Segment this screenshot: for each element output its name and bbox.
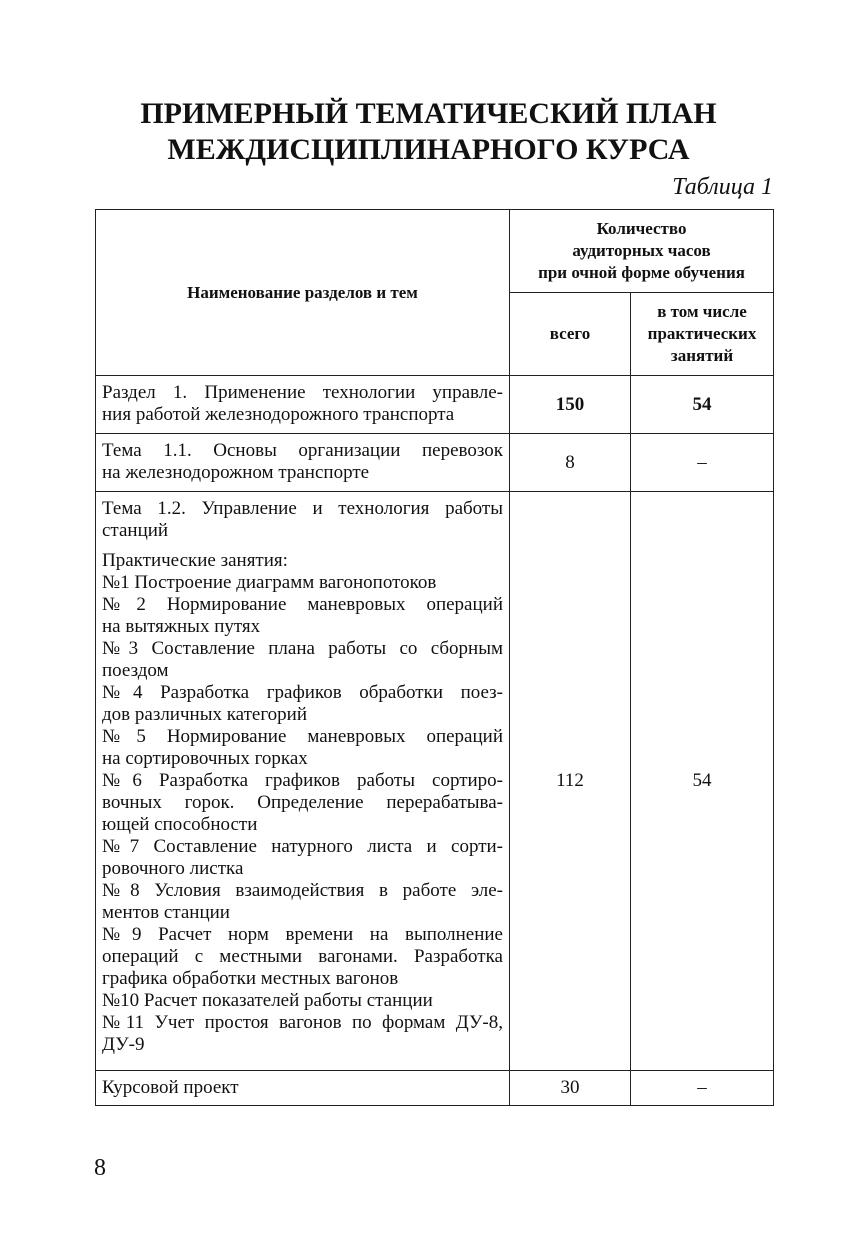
header-hours-line-2: аудиторных часов bbox=[572, 241, 711, 260]
practice-line: №2 Нормирование маневровых операций bbox=[102, 594, 503, 615]
row-name bbox=[96, 434, 510, 492]
practice-line: на сортировочных горках bbox=[102, 748, 308, 769]
header-practical-line-2: практических bbox=[647, 324, 757, 343]
row-total: 8 bbox=[510, 434, 631, 492]
practice-line: №7 Составление натурного листа и сорти- bbox=[102, 836, 503, 857]
row-name-line: станций bbox=[102, 520, 169, 541]
practice-line: №11 Учет простоя вагонов по формам ДУ-8, bbox=[102, 1012, 503, 1033]
table-row bbox=[96, 434, 774, 492]
practice-line: №1 Построение диаграмм вагонопотоков bbox=[102, 572, 437, 593]
row-name-line: Тема 1.2. Управление и технология работы bbox=[102, 498, 503, 519]
header-hours-line-3: при очной форме обучения bbox=[538, 263, 745, 282]
practice-line: поездом bbox=[102, 660, 169, 681]
table-caption: Таблица 1 bbox=[672, 174, 773, 200]
header-name: Наименование разделов и тем bbox=[96, 210, 510, 376]
practice-line: ровочного листка bbox=[102, 858, 244, 879]
row-name bbox=[96, 376, 510, 434]
row-name bbox=[96, 492, 510, 1071]
row-name-line: ния работой железнодорожного транспорта bbox=[102, 404, 455, 425]
row-total: 150 bbox=[510, 376, 631, 434]
practice-line: операций с местными вагонами. Разработка bbox=[102, 946, 503, 967]
practice-line: ющей способности bbox=[102, 814, 258, 835]
practice-line: ДУ-9 bbox=[102, 1034, 145, 1055]
header-row-1 bbox=[96, 210, 774, 293]
table-row bbox=[96, 376, 774, 434]
row-total: 112 bbox=[510, 492, 631, 1071]
header-total: всего bbox=[510, 293, 631, 376]
header-practical bbox=[631, 293, 774, 376]
table-row bbox=[96, 492, 774, 1071]
practice-list bbox=[102, 572, 503, 1056]
row-practical: 54 bbox=[631, 492, 774, 1071]
table-row bbox=[96, 1071, 774, 1106]
row-practical: – bbox=[631, 1071, 774, 1106]
page-title bbox=[0, 96, 857, 168]
row-name-line: на железнодорожном транспорте bbox=[102, 462, 370, 483]
practice-line: №5 Нормирование маневровых операций bbox=[102, 726, 503, 747]
thematic-plan-table bbox=[95, 209, 774, 1106]
practice-line: на вытяжных путях bbox=[102, 616, 261, 637]
practice-line: дов различных категорий bbox=[102, 704, 307, 725]
title-line-1: ПРИМЕРНЫЙ ТЕМАТИЧЕСКИЙ ПЛАН bbox=[140, 97, 717, 130]
row-name-line: Тема 1.1. Основы организации перевозок bbox=[102, 440, 503, 461]
row-name bbox=[96, 1071, 510, 1106]
page-number: 8 bbox=[94, 1155, 106, 1181]
title-line-2: МЕЖДИСЦИПЛИНАРНОГО КУРСА bbox=[167, 133, 690, 166]
practice-line: №4 Разработка графиков обработки поез- bbox=[102, 682, 503, 703]
practice-line: №10 Расчет показателей работы станции bbox=[102, 990, 433, 1011]
header-hours-line-1: Количество bbox=[596, 219, 687, 238]
practice-line: №6 Разработка графиков работы сортиро- bbox=[102, 770, 503, 791]
practice-line: ментов станции bbox=[102, 902, 230, 923]
practice-line: №3 Составление плана работы со сборным bbox=[102, 638, 503, 659]
row-practical: – bbox=[631, 434, 774, 492]
practice-heading: Практические занятия: bbox=[102, 550, 288, 571]
row-practical: 54 bbox=[631, 376, 774, 434]
row-total: 30 bbox=[510, 1071, 631, 1106]
header-practical-line-1: в том числе bbox=[657, 302, 747, 321]
practice-line: №9 Расчет норм времени на выполнение bbox=[102, 924, 503, 945]
header-hours-group bbox=[510, 210, 774, 293]
row-name-line: Раздел 1. Применение технологии управле- bbox=[102, 382, 503, 403]
practice-line: №8 Условия взаимодействия в работе эле- bbox=[102, 880, 503, 901]
row-name-line: Курсовой проект bbox=[102, 1077, 239, 1098]
practice-line: вочных горок. Определение перерабатыва- bbox=[102, 792, 503, 813]
practice-line: графика обработки местных вагонов bbox=[102, 968, 399, 989]
header-practical-line-3: занятий bbox=[670, 346, 734, 365]
